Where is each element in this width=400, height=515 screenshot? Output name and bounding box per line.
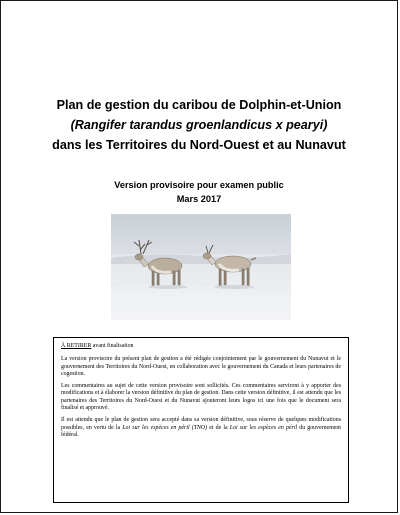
notice-p3-law-federal: Loi sur les espèces en péril xyxy=(229,424,298,431)
notice-p3-part2: et de la xyxy=(207,424,230,431)
title-line-3: dans les Territoires du Nord-Ouest et au Nunavut xyxy=(52,138,346,152)
draft-notice-box xyxy=(53,337,349,503)
notice-paragraph-1: La version provisoire du présent plan de gestion a été rédigée conjointement par le gouvernement du Nunavut et le gouvernement des Territoires du Nord-Ouest, en collaboration avec le gouvernement du Canada et leurs partenaires de cogestion. xyxy=(61,356,341,377)
notice-paragraph-2: Les commentaires au sujet de cette version provisoire sont sollicités. Ces commentaires serviront à y apporter des modifications et à élaborer la version définitive du plan de gestion. Dans cette version définitive, il est attendu que les partenaires des Territoires du Nord-Ouest et du Nunavut ajouteront leurs logos ici une fois que le document sera finalisé et approuvé. xyxy=(61,383,341,412)
document-subtitle xyxy=(1,178,397,206)
version-label: Version provisoire pour examen public xyxy=(114,180,284,190)
notice-heading xyxy=(61,343,341,350)
notice-paragraph-3 xyxy=(61,417,341,439)
notice-heading-rest: avant finalisation xyxy=(91,343,134,349)
document-date: Mars 2017 xyxy=(176,194,222,204)
notice-p3-part3: du gouvernement fédéral. xyxy=(61,424,341,438)
notice-p3-law-nwt: Loi sur les espèces en péril (TNO) xyxy=(122,424,208,431)
notice-heading-underlined: À RETIRER xyxy=(61,343,92,349)
title-line-1: Plan de gestion du caribou de Dolphin-et-Union xyxy=(56,98,342,112)
notice-p3-part1: Il est attendu que le plan de gestion sera accepté dans sa version définitive, sous réserve de quelques modifications possibles, en vertu de la xyxy=(61,417,341,431)
title-line-2-scientific-name: (Rangifer tarandus groenlandicus x pearyi) xyxy=(70,118,328,132)
document-title xyxy=(1,95,397,155)
caribou-photo xyxy=(111,214,291,320)
